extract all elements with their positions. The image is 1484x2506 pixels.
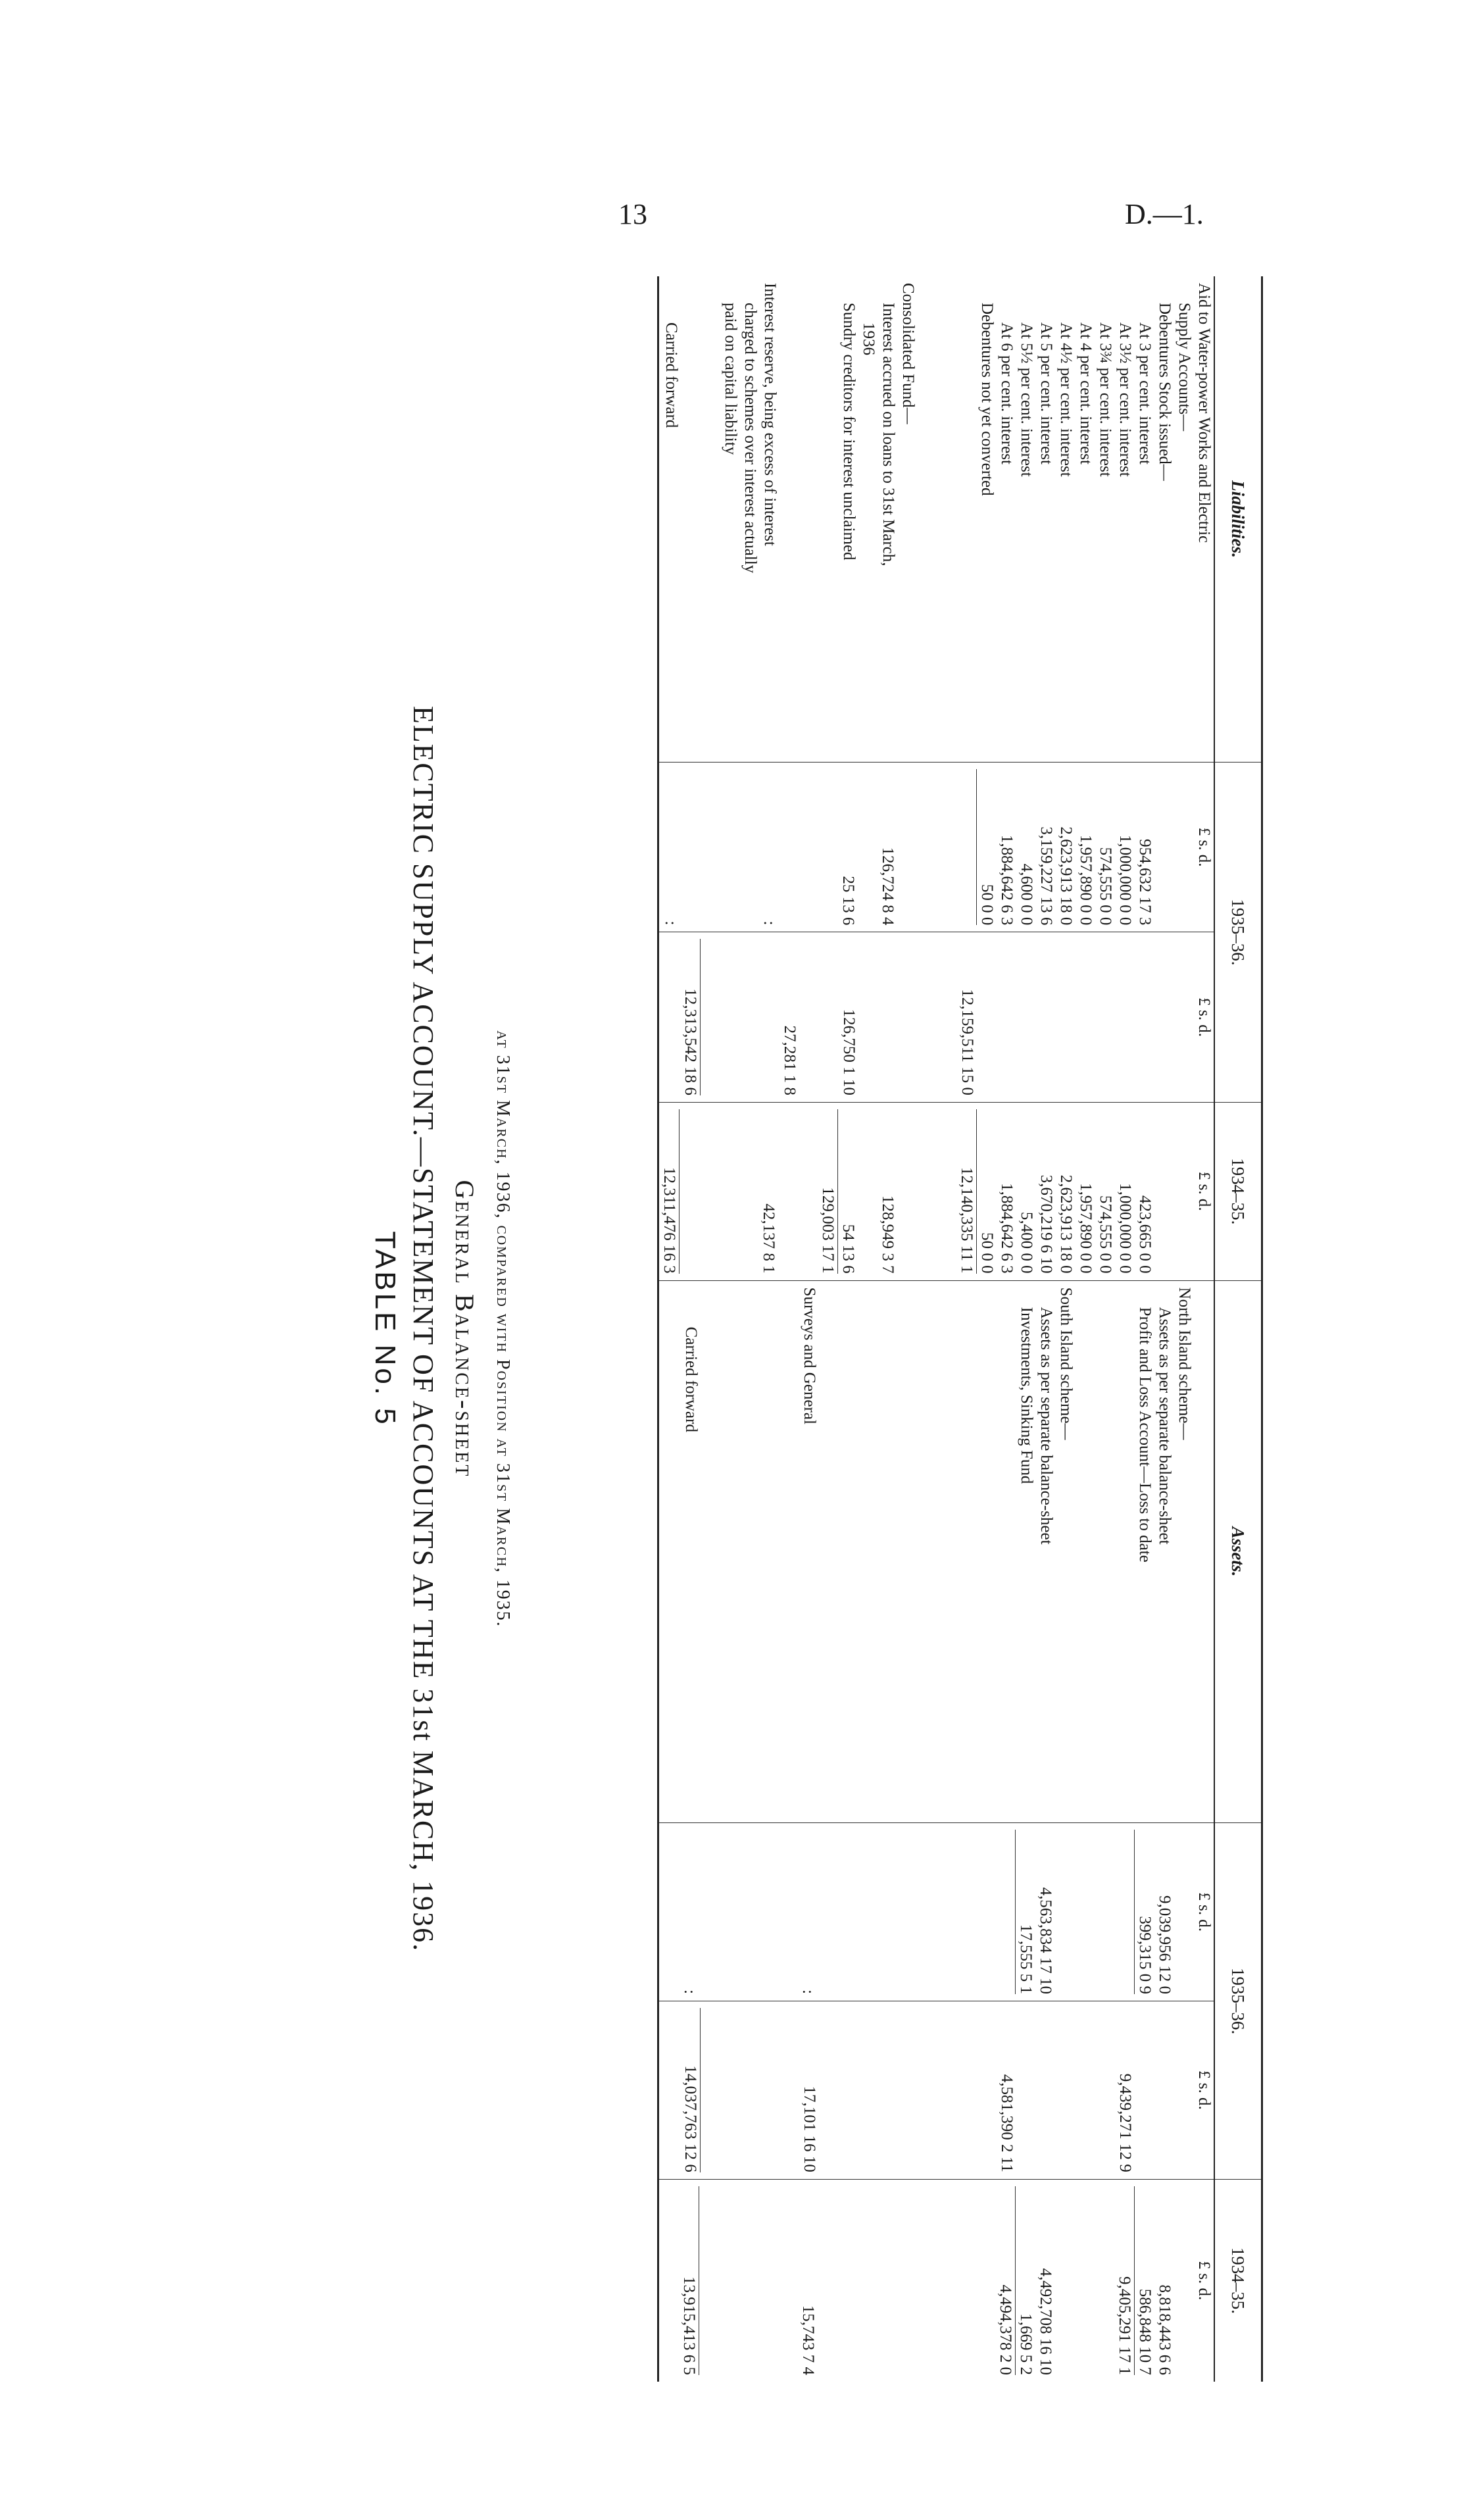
deb-row-label: At 3½ per cent. interest: [1116, 322, 1134, 477]
unit-label: £ s. d.: [1195, 2261, 1213, 2301]
si-assets-label: Assets as per separate balance-sheet: [1037, 1307, 1055, 1545]
deb-1935-value: 1,884,642 6 3: [998, 1183, 1016, 1274]
interest-accrued-label-2: 1936: [860, 322, 878, 355]
assets-1935-header: 1934–35.: [1214, 2179, 1262, 2382]
south-island-label: South Island scheme—: [1057, 1287, 1075, 1440]
deb-1936-value: 50 0 0: [978, 884, 996, 926]
deb-row-label: At 3 per cent. interest: [1136, 322, 1154, 464]
deb-1935-value: 423,665 0 0: [1136, 1195, 1154, 1274]
surveys-1936: 17,101 16 10: [801, 2086, 818, 2172]
rotated-balance-sheet: [316, 276, 1263, 2382]
interest-reserve-label-2: charged to schemes over interest actually: [741, 303, 759, 574]
liab-1935-header: 1934–35.: [1214, 1102, 1262, 1280]
assets-carried-1935: 13,915,413 6 5: [679, 2186, 699, 2375]
deb-row-label: At 5½ per cent. interest: [1018, 322, 1035, 477]
deb-1935-value: 3,670,219 6 10: [1037, 1174, 1055, 1274]
assets-1936-header: 1935–36.: [1214, 1823, 1262, 2180]
consolidated-total-1935: 129,003 17 1: [818, 1109, 838, 1274]
deb-1935-value: 2,623,913 18 0: [1057, 1174, 1075, 1274]
si-assets-1935: 4,492,708 16 10: [1037, 2268, 1054, 2375]
deb-1935-value: 5,400 0 0: [1018, 1211, 1035, 1274]
si-investments-label: Investments, Sinking Fund: [1018, 1307, 1035, 1484]
surveys-dots: :: [799, 1990, 817, 1994]
liab-1936-header: 1935–36.: [1214, 762, 1262, 1102]
reserve-1936: 27,281 1 8: [781, 1025, 799, 1095]
interest-reserve-label: Interest reserve, being excess of interest: [761, 283, 779, 546]
debentures-issued-label: Debentures Stock issued—: [1156, 303, 1174, 481]
consolidated-fund-label: Consolidated Fund—: [899, 283, 917, 424]
aid-label-2: Supply Accounts—: [1175, 303, 1193, 432]
ni-total-1935: 9,405,291 17 1: [1114, 2186, 1135, 2375]
interest-accrued-1936: 126,724 8 4: [879, 847, 897, 926]
deb-1936-value: 4,600 0 0: [1018, 863, 1035, 926]
interest-accrued-1935: 128,949 3 7: [879, 1195, 897, 1274]
liabilities-header: Liabilities.: [1214, 276, 1262, 762]
aid-label: Aid to Water-power Works and Electric: [1195, 283, 1213, 543]
deb-1936-value: 1,884,642 6 3: [998, 834, 1016, 926]
deb-1936-value: 3,159,227 13 6: [1037, 826, 1055, 926]
aid-total-1936: 12,159,511 15 0: [958, 989, 976, 1095]
si-total-1935: 4,494,378 2 0: [995, 2186, 1016, 2375]
deb-1935-value: 1,957,890 0 0: [1077, 1183, 1095, 1274]
carried-forward-1936: 12,313,542 18 6: [680, 939, 701, 1095]
assets-header: Assets.: [1214, 1280, 1262, 1823]
deb-1936-value: 1,957,890 0 0: [1077, 834, 1095, 926]
sundry-creditors-1936: 25 13 6: [839, 876, 857, 926]
deb-row-label: At 6 per cent. interest: [998, 322, 1016, 464]
ni-assets-1935: 8,818,443 6 6: [1156, 2284, 1174, 2375]
ni-total-1936: 9,439,271 12 9: [1116, 2073, 1134, 2172]
deb-row-label: At 4 per cent. interest: [1077, 322, 1095, 464]
reserve-dots: :: [760, 920, 778, 926]
deb-row-label: At 5 per cent. interest: [1037, 322, 1055, 464]
reserve-1935: 42,137 8 1: [760, 1203, 778, 1274]
consolidated-total-1936: 126,750 1 10: [840, 1009, 858, 1095]
deb-1936-value: 574,555 0 0: [1097, 847, 1114, 926]
deb-1935-value: 574,555 0 0: [1097, 1195, 1114, 1274]
north-island-label: North Island scheme—: [1175, 1287, 1193, 1440]
subtitle-date: at 31st March, 1936, compared with Position at 31st March, 1935.: [493, 1030, 513, 1628]
deb-row-label: Debentures not yet converted: [978, 303, 996, 496]
deb-1936-value: 954,632 17 3: [1136, 839, 1154, 926]
sundry-creditors-label: Sundry creditors for interest unclaimed: [840, 303, 858, 561]
deb-1936-value: 1,000,000 0 0: [1116, 834, 1134, 926]
ni-assets-1936: 9,039,956 12 0: [1156, 1895, 1174, 1994]
unit-label: £ s. d.: [1195, 2070, 1213, 2110]
ni-pl-1936: 399,315 0 9: [1136, 1916, 1154, 1994]
deb-1935-value: 1,000,000 0 0: [1116, 1183, 1134, 1274]
unit-label: £ s. d.: [1195, 1892, 1213, 1932]
unit-label: £ s. d.: [1195, 997, 1213, 1037]
carried-forward-1935: 12,311,476 16 3: [659, 1109, 680, 1274]
deb-1935-value: 50 0 0: [978, 1232, 996, 1274]
main-title: ELECTRIC SUPPLY ACCOUNT.—STATEMENT OF ACCOUNTS AT THE 31st MARCH, 1936.: [407, 705, 439, 1953]
deb-row-label: At 4½ per cent. interest: [1057, 322, 1075, 477]
si-investments-1936: 17,555 5 1: [1017, 1924, 1035, 1994]
sundry-creditors-1935: 54 13 6: [839, 1224, 857, 1274]
table-number: TABLE No. 5: [369, 1231, 401, 1427]
page-number: 13: [618, 198, 647, 230]
si-assets-1936: 4,563,834 17 10: [1037, 1887, 1054, 1994]
ni-pl-label: Profit and Loss Account—Loss to date: [1136, 1307, 1154, 1563]
ni-assets-label: Assets as per separate balance-sheet: [1156, 1307, 1174, 1545]
assets-carried-1936: 14,037,763 12 6: [680, 2008, 701, 2172]
surveys-1935: 15,743 7 4: [799, 2305, 817, 2375]
surveys-label: Surveys and General: [801, 1287, 818, 1424]
page-reference: D.—1.: [1125, 198, 1204, 230]
unit-label: £ s. d.: [1195, 827, 1213, 867]
subtitle: General Balance-sheet: [450, 1180, 480, 1478]
aid-total-1935: 12,140,335 11 1: [956, 1109, 977, 1274]
assets-carried-dots: :: [681, 1990, 699, 1994]
carried-dots: :: [662, 920, 680, 926]
si-total-1936: 4,581,390 2 11: [998, 2074, 1016, 2172]
interest-accrued-label: Interest accrued on loans to 31st March,: [879, 303, 897, 566]
table-titles: [309, 276, 526, 2382]
unit-label: £ s. d.: [1195, 1171, 1213, 1211]
deb-1936-value: 2,623,913 18 0: [1057, 826, 1075, 926]
balance-sheet-table: [655, 276, 1263, 2382]
interest-reserve-label-3: paid on capital liability: [722, 303, 739, 455]
carried-forward-label: Carried forward: [662, 322, 680, 428]
si-investments-1935: 1,669 5 2: [1017, 2313, 1035, 2375]
assets-carried-label: Carried forward: [682, 1326, 700, 1432]
ni-pl-1935: 586,848 10 7: [1136, 2288, 1154, 2375]
deb-row-label: At 3¾ per cent. interest: [1097, 322, 1114, 477]
